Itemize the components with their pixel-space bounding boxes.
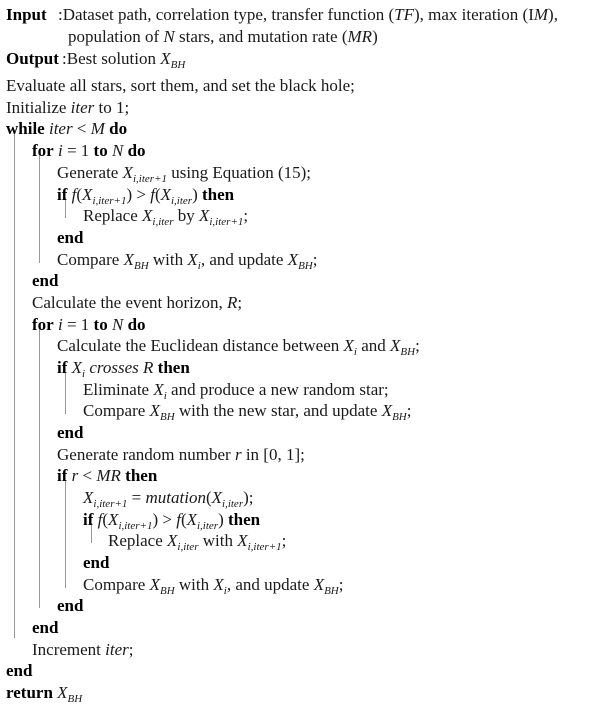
line-calc-euclid: Calculate the Euclidean distance between $X_i$ and $X_{BH}$; xyxy=(57,336,420,358)
line-increment: Increment iter; xyxy=(32,640,134,659)
line-for-2: for i = 1 to N do xyxy=(32,315,146,334)
for2-block-bar xyxy=(39,328,40,608)
input-line-2: population of N stars, and mutation rate (MR) xyxy=(68,27,378,46)
line-compare-1: Compare $X_{BH}$ with $X_i$, and update $X_{BH}$; xyxy=(57,250,318,272)
line-evaluate: Evaluate all stars, sort them, and set the black hole; xyxy=(6,76,355,95)
if3-block-bar xyxy=(65,480,66,588)
line-while: while iter < M do xyxy=(6,119,128,138)
line-mutation: $X_{i,iter+1}$ = $mutation(X_{i,iter})$; xyxy=(83,488,254,510)
line-if-2: if $f(X_{i,iter+1}) > f(X_{i,iter})$ then xyxy=(83,510,261,532)
line-eliminate: Eliminate $X_i$ and produce a new random star; xyxy=(83,380,389,402)
line-initialize: Initialize iter to 1; xyxy=(6,98,130,117)
line-if-mr: if r < MR then xyxy=(57,466,158,485)
line-if-1: if $f(X_{i,iter+1}) > f(X_{i,iter})$ then xyxy=(57,185,235,207)
input-label: Input xyxy=(6,5,47,24)
line-end-if-crosses: end xyxy=(57,423,84,442)
line-replace-1: Replace $X_{i,iter}$ by $X_{i,iter+1}$; xyxy=(83,206,249,228)
line-for-1: for i = 1 to N do xyxy=(32,141,146,160)
line-calc-horizon: Calculate the event horizon, R; xyxy=(32,293,243,312)
output-line: Output :Best solution $X_{BH}$ xyxy=(6,49,186,71)
line-end-for-2: end xyxy=(32,618,59,637)
line-return: return $X_{BH}$ xyxy=(6,683,83,705)
line-end-if-mr: end xyxy=(57,596,84,615)
if2-block-bar xyxy=(65,372,66,414)
line-if-crosses: if $X_i$ crosses R then xyxy=(57,358,190,380)
while-block-bar xyxy=(14,133,15,638)
line-gen-random: Generate random number r in [0, 1]; xyxy=(57,445,305,464)
line-end-while: end xyxy=(6,661,33,680)
for1-block-bar xyxy=(39,155,40,263)
line-compare-2: Compare $X_{BH}$ with $X_i$, and update $X_{BH}$; xyxy=(83,575,344,597)
line-end-for-1: end xyxy=(32,271,59,290)
line-replace-2: Replace $X_{i,iter}$ with $X_{i,iter+1}$; xyxy=(108,531,287,553)
line-compare-new-star: Compare $X_{BH}$ with the new star, and update $X_{BH}$; xyxy=(83,401,412,423)
line-end-if-1: end xyxy=(57,228,84,247)
line-generate: Generate $X_{i,iter+1}$ using Equation (15); xyxy=(57,163,312,185)
output-label: Output xyxy=(6,49,59,68)
input-line-1: Input :Dataset path, correlation type, transfer function (TF), max iteration (IM), xyxy=(6,5,558,24)
line-end-if-2: end xyxy=(83,553,110,572)
